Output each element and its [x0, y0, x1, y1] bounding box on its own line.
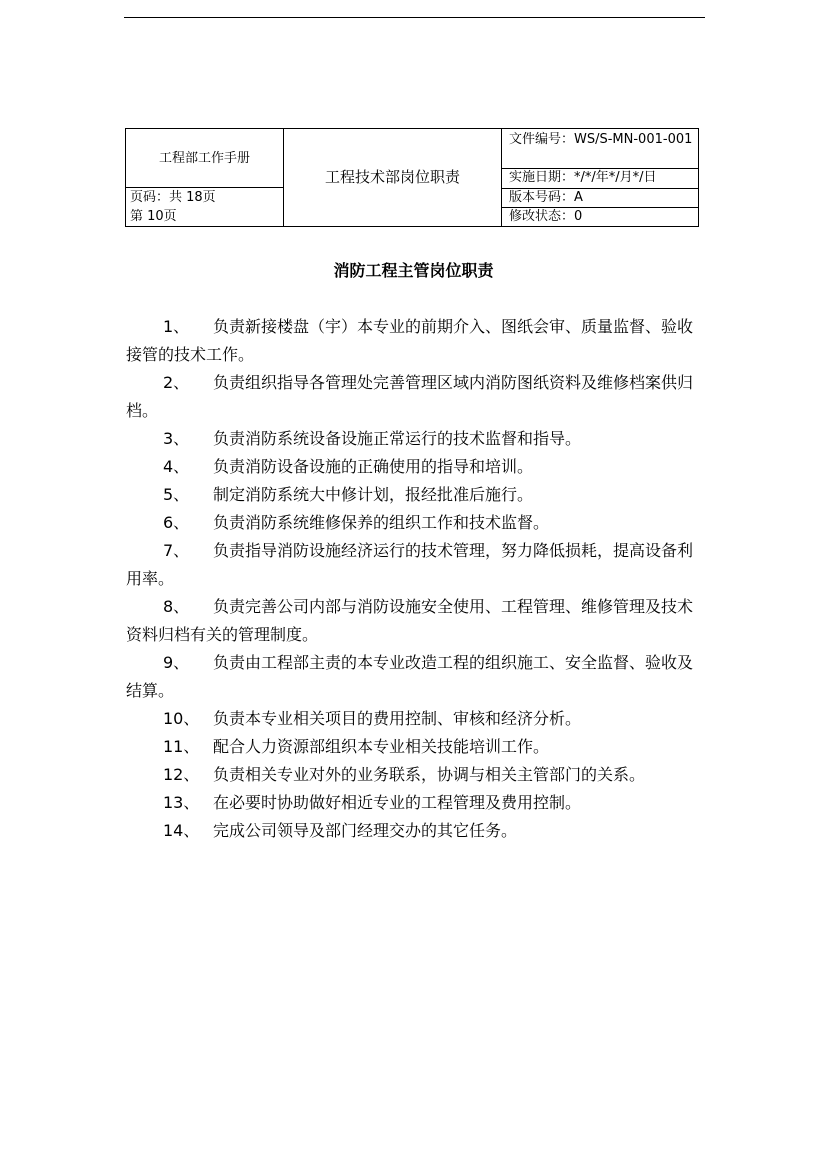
duty-text: 配合人力资源部组织本专业相关技能培训工作。 — [213, 737, 550, 756]
duty-text: 在必要时协助做好相近专业的工程管理及费用控制。 — [213, 793, 582, 812]
duty-text: 负责消防系统维修保养的组织工作和技术监督。 — [213, 513, 550, 532]
revision-status: 修改状态：0 — [509, 209, 583, 224]
duty-text: 负责本专业相关项目的费用控制、审核和经济分析。 — [213, 709, 582, 728]
effective-date: 实施日期：*/*/年*/月*/日 — [502, 169, 698, 189]
duty-item — [126, 733, 700, 761]
duty-number: 3、 — [163, 429, 190, 448]
duty-item — [126, 537, 700, 593]
duty-item — [126, 761, 700, 789]
duty-item — [126, 509, 700, 537]
duty-item — [126, 705, 700, 733]
document-header-table — [125, 128, 699, 227]
duty-text: 负责相关专业对外的业务联系，协调与相关主管部门的关系。 — [213, 765, 646, 784]
duty-number: 5、 — [163, 485, 190, 504]
duty-number: 12、 — [163, 765, 200, 784]
duty-item — [126, 593, 700, 649]
duty-item — [126, 789, 700, 817]
manual-name-cell — [126, 129, 284, 188]
section-title-cell — [284, 129, 502, 226]
document-title: 消防工程主管岗位职责 — [333, 261, 494, 280]
duty-list — [126, 313, 700, 845]
duty-number: 14、 — [163, 821, 200, 840]
duty-text: 负责完善公司内部与消防设施安全使用、工程管理、维修管理及技术资料归档有关的管理制度。 — [126, 597, 694, 644]
duty-item — [126, 369, 700, 425]
duty-number: 6、 — [163, 513, 190, 532]
manual-name: 工程部工作手册 — [158, 150, 250, 166]
duty-item — [126, 313, 700, 369]
duty-number: 8、 — [163, 597, 190, 616]
duty-text: 负责指导消防设施经济运行的技术管理，努力降低损耗，提高设备利用率。 — [126, 541, 694, 588]
duty-text: 负责由工程部主责的本专业改造工程的组织施工、安全监督、验收及结算。 — [126, 653, 694, 700]
duty-text: 完成公司领导及部门经理交办的其它任务。 — [213, 821, 518, 840]
duty-number: 4、 — [163, 457, 190, 476]
duty-number: 1、 — [163, 317, 190, 336]
duty-text: 负责消防设备设施的正确使用的指导和培训。 — [213, 457, 534, 476]
duty-number: 10、 — [163, 709, 200, 728]
duty-number: 7、 — [163, 541, 190, 560]
duty-number: 11、 — [163, 737, 200, 756]
top-rule — [124, 17, 705, 18]
page-info-cell — [126, 188, 284, 226]
duty-item — [126, 425, 700, 453]
section-title: 工程技术部岗位职责 — [324, 168, 460, 186]
duty-item — [126, 481, 700, 509]
duty-text: 负责组织指导各管理处完善管理区域内消防图纸资料及维修档案供归档。 — [126, 373, 694, 420]
duty-item — [126, 649, 700, 705]
version: 版本号码：A — [502, 189, 698, 208]
duty-number: 2、 — [163, 373, 190, 392]
duty-text: 负责新接楼盘（宇）本专业的前期介入、图纸会审、质量监督、验收接管的技术工作。 — [126, 317, 694, 364]
duty-text: 负责消防系统设备设施正常运行的技术监督和指导。 — [213, 429, 582, 448]
duty-number: 9、 — [163, 653, 190, 672]
doc-number: 文件编号：WS/S-MN-001-001 — [502, 129, 698, 169]
duty-item — [126, 453, 700, 481]
page-number: 第 10页 — [130, 209, 177, 224]
duty-number: 13、 — [163, 793, 200, 812]
duty-text: 制定消防系统大中修计划，报经批准后施行。 — [213, 485, 534, 504]
page-count: 页码：共 18页 — [130, 190, 216, 205]
duty-item — [126, 817, 700, 845]
